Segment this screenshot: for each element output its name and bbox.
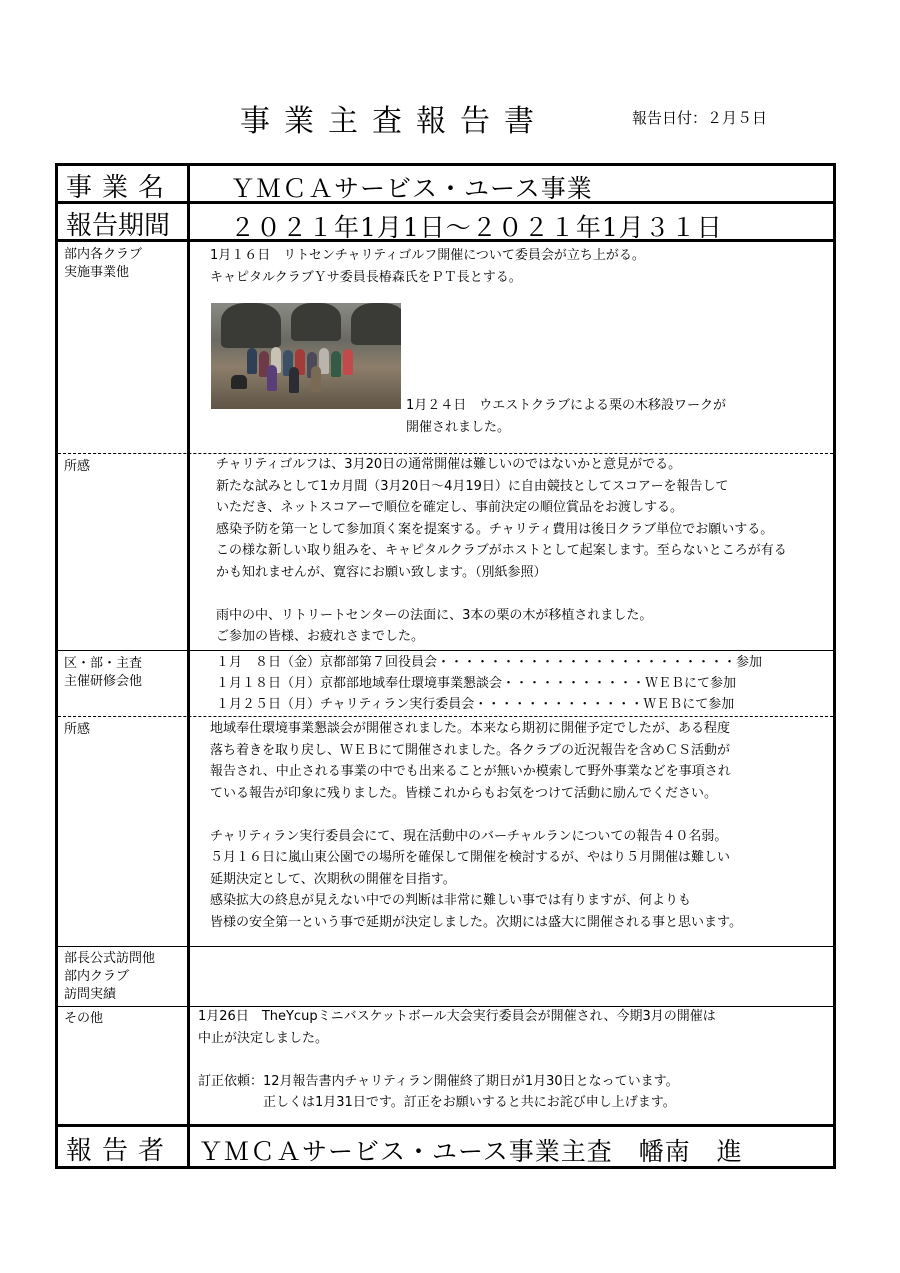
column-divider: [187, 166, 190, 1166]
photo-caption: 1月２４日 ウエストクラブによる栗の木移設ワークが 開催されました。: [406, 398, 727, 435]
row-divider: [58, 716, 833, 717]
chestnut-planting-photo: [211, 303, 401, 409]
report-date: 報告日付：２月５日: [632, 109, 768, 127]
row-divider: [58, 1124, 833, 1127]
impression-label: 所感: [64, 722, 91, 737]
project-value: ＹＭＣＡサービス・ユース事業: [230, 174, 593, 203]
impression-label: 所感: [64, 459, 91, 474]
row-divider: [58, 650, 833, 651]
activities-label: 部内各クラブ 実施事業他: [64, 247, 143, 280]
row-divider: [58, 946, 833, 947]
activities-text: 1月１６日 リトセンチャリティゴルフ開催について委員会が立ち上がる。 キャピタルクラブＹサ委員長椿森氏をＰＴ長とする。: [210, 248, 645, 285]
reporter-label: 報告者: [66, 1136, 175, 1166]
project-label: 事業名: [66, 173, 175, 203]
impression-text: 地域奉仕環境事業懇談会が開催されました。本来なら期初に開催予定でしたが、ある程度 落ち着きを取り戻し、ＷＥＢにて開催されました。各クラブの近況報告を含めＣＳ活動が 報告され、中止される事業の中でも出来ることが無いか模索して野外事業などを事項され ている報告が印象に残りました。皆様これからもお気をつけて活動に励んでください。 チャリティラン実行委員会にて、現在活動中のバーチャルランについての報告４０名弱。 ５月１６日に嵐山東公園での場所を確保して開催を検討するが、やはり５月開催は難しい 延期決定として、次期秋の開催を目指す。 感染拡大の終息が見えない中での判断は非常に難しい事では有りますが、何よりも 皆様の安全第一という事で延期が決定しました。次期には盛大に開催される事と思います。: [210, 721, 742, 930]
period-label: 報告期間: [66, 211, 171, 241]
period-value: ２０２１年1月1日～２０２１年1月３１日: [230, 213, 723, 242]
report-table: [55, 163, 836, 1169]
visits-label: 部長公式訪問他 部内クラブ 訪問実績: [64, 951, 156, 1002]
meeting-item: １月１８日（月）京都部地域奉仕環境事業懇談会・・・・・・・・・・・ＷＥＢにて参加: [216, 676, 737, 691]
other-text: 1月26日 TheYcupミニバスケットボール大会実行委員会が開催され、今期3月の開催は 中止が決定しました。 訂正依頼：12月報告書内チャリティラン開催終了期日が1月30日となっています。 正しくは1月31日です。訂正をお願いすると共にお詫び申し上げます。: [198, 1009, 716, 1110]
meeting-item: １月 ８日（金）京都部第７回役員会・・・・・・・・・・・・・・・・・・・・・・・参加: [216, 655, 763, 670]
meetings-label: 区・部・主査 主催研修会他: [64, 656, 143, 689]
meeting-item: １月２５日（月）チャリティラン実行委員会・・・・・・・・・・・・・ＷＥＢにて参加: [216, 697, 735, 712]
other-label: その他: [64, 1011, 104, 1026]
report-title: 事業主査報告書: [240, 104, 548, 139]
reporter-value: ＹＭＣＡサービス・ユース事業主査 幡南 進: [198, 1137, 743, 1166]
impression-text: チャリティゴルフは、3月20日の通常開催は難しいのではないかと意見がでる。 新たな試みとして1カ月間（3月20日～4月19日）に自由競技としてスコアーを報告して いただき、ネットスコアーで順位を確定し、事前決定の順位賞品をお渡しする。 感染予防を第一として参加頂く案を提案する。チャリティ費用は後日クラブ単位でお願いする。 この様な新しい取り組みを、キャピタルクラブがホストとして起案します。至らないところが有る かも知れませんが、寛容にお願い致します。（別紙参照） 雨中の中、リトリートセンターの法面に、3本の栗の木が移植されました。 ご参加の皆様、お疲れさまでした。: [216, 457, 787, 644]
